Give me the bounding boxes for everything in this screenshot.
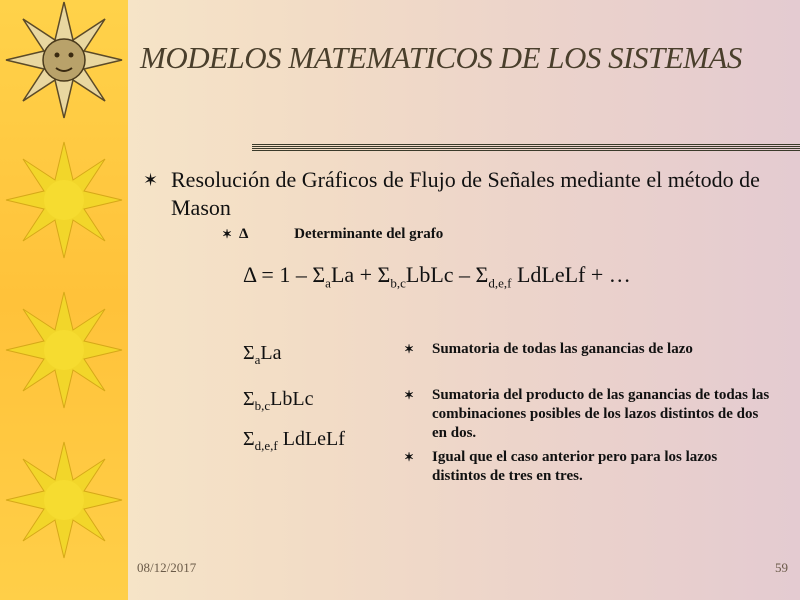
sub-bullet	[222, 226, 443, 243]
description-item: ✶ Sumatoria del producto de las ganancias de todas las combinaciones posibles de los lazos distintos de dos en dos.	[404, 387, 770, 441]
sum-term: $\Sigma_{d,e,f}$ LdLeLf	[243, 428, 345, 453]
sun-face-icon	[4, 0, 124, 120]
star-bullet-icon: ✶	[404, 388, 415, 402]
star-bullet-icon: ✶	[404, 450, 415, 464]
sum-term: $\Sigma_{b,c}LbLc$	[243, 388, 314, 413]
sun-icon	[4, 290, 124, 410]
sum-term: $\Sigma_aLa$	[243, 342, 282, 367]
page-number: 59	[775, 560, 788, 575]
sun-icon	[4, 440, 124, 560]
main-bullet	[143, 166, 783, 222]
title-divider	[252, 143, 800, 151]
star-bullet-icon: ✶	[143, 170, 159, 190]
delta-symbol: Δ	[239, 226, 249, 242]
star-bullet-icon: ✶	[222, 227, 233, 241]
sun-icon	[4, 140, 124, 260]
slide-date: 08/12/2017	[137, 560, 197, 575]
main-bullet-text: Resolución de Gráficos de Flujo de Señales mediante el método de Mason	[171, 167, 760, 220]
description-item: ✶ Igual que el caso anterior pero para los lazos distintos de tres en tres.	[404, 449, 718, 484]
decorative-sidebar	[0, 0, 128, 600]
star-bullet-icon: ✶	[404, 342, 415, 356]
slide-title: MODELOS MATEMATICOS DE LOS SISTEMAS	[140, 40, 742, 75]
description-item: ✶ Sumatoria de todas las ganancias de lazo	[404, 341, 693, 357]
determinant-formula: $\Delta = 1 - \Sigma_aLa$ + $\Sigma_{b,c}LbLc - \Sigma_{d,e,f}$ LdLeLf + …	[243, 262, 631, 291]
sub-bullet-label: Determinante del grafo	[294, 226, 444, 242]
